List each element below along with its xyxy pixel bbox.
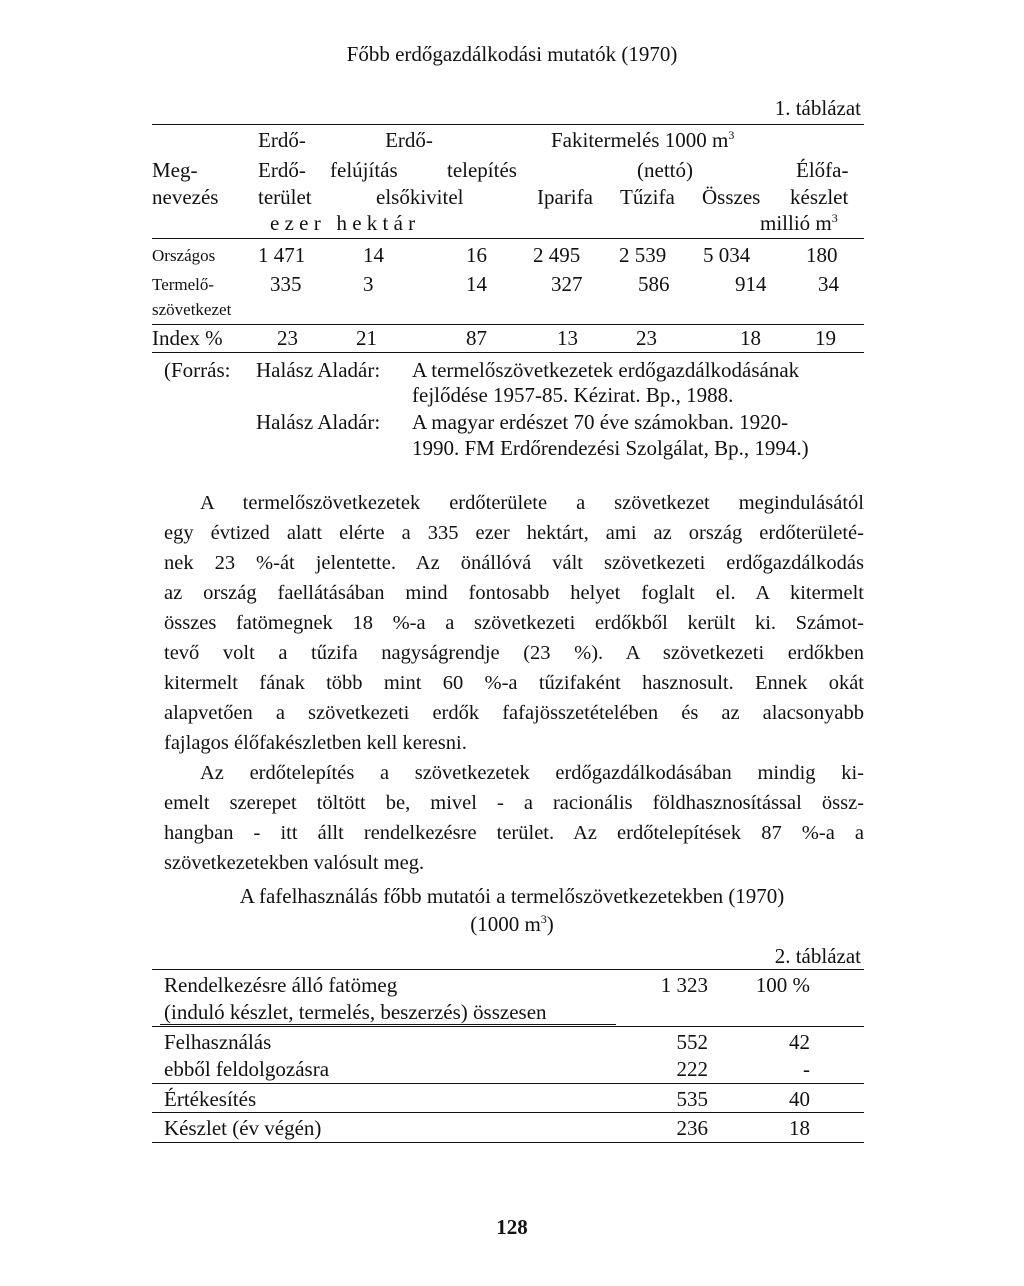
table2-row-value: 1 323: [660, 973, 708, 997]
paragraph-line: összes fatömegnek 18 %-a a szövetkezeti erdőkből került ki. Számot-: [164, 612, 864, 634]
row-name-orszagos: Országos: [152, 246, 216, 265]
table2-row-value: 222: [676, 1057, 708, 1081]
paragraph-2: [164, 758, 864, 878]
cell: 23: [277, 326, 298, 350]
cell: 335: [270, 272, 302, 296]
table2-row-pct: 18: [789, 1116, 810, 1140]
source-prefix: (Forrás:: [164, 358, 231, 382]
cell: 914: [735, 272, 767, 296]
source-text-1a: A termelőszövetkezetek erdőgazdálkodásának: [412, 358, 800, 382]
paragraph-line: hangban - itt állt rendelkezésre terület. Az erdőtelepítések 87 %-a a: [164, 822, 864, 844]
paragraph-line: Az erdőtelepítés a szövetkezetek erdőgazdálkodásában mindig ki-: [200, 762, 864, 784]
row-name-index: Index %: [152, 326, 223, 350]
cell: 1 471: [258, 243, 306, 267]
header-elsokivitel: elsőkivitel: [376, 185, 464, 209]
table1-bottom-rule: [152, 352, 864, 353]
header-iparifa: Iparifa: [537, 185, 593, 209]
header-telepites-2: telepítés: [447, 158, 517, 182]
table2-label: 2. táblázat: [774, 944, 861, 968]
table2-top-rule: [152, 969, 864, 970]
cell: 14: [363, 243, 384, 267]
table2-row-pct: 42: [789, 1030, 810, 1054]
header-netto: (nettó): [637, 158, 693, 182]
header-megnevezes-1: Meg-: [152, 158, 198, 182]
cell: 3: [363, 272, 374, 296]
header-felujitas-1: Erdő-: [258, 128, 306, 152]
header-felujitas-2: felújítás: [330, 158, 398, 182]
paragraph-line: egy évtized alatt elérte a 335 ezer hektárt, ami az ország erdőterületé-: [164, 522, 864, 544]
paragraph-line: A termelőszövetkezetek erdőterülete a szövetkezet megindulásától: [200, 492, 864, 514]
table2-rule: [152, 1112, 864, 1113]
header-terulet-2: terület: [258, 185, 312, 209]
cell: 14: [466, 272, 487, 296]
table2-row-label: ebből feldolgozásra: [164, 1057, 330, 1081]
cell: 2 539: [619, 243, 667, 267]
cell: 21: [356, 326, 377, 350]
title-table2: A fafelhasználás főbb mutatói a termelőszövetkezetekben (1970): [239, 884, 785, 908]
cell: 34: [818, 272, 839, 296]
table2-row-label: (induló készlet, termelés, beszerzés) összesen: [164, 1000, 547, 1024]
source-text-2a: A magyar erdészet 70 éve számokban. 1920-: [412, 410, 789, 434]
row-name-termelo: Termelő-: [152, 275, 215, 294]
table1-label: 1. táblázat: [774, 96, 861, 120]
cell: 18: [740, 326, 761, 350]
table2-row-label: Készlet (év végén): [164, 1116, 322, 1140]
header-megnevezes-2: nevezés: [152, 185, 219, 209]
source-text-2b: 1990. FM Erdőrendezési Szolgálat, Bp., 1994.): [412, 436, 809, 460]
paragraph-line: nek 23 %-át jelentette. Az önállóvá vált szövetkezeti erdőgazdálkodás: [164, 552, 864, 574]
table2-row-value: 236: [676, 1116, 708, 1140]
table2-bottom-rule: [152, 1142, 864, 1143]
paragraph-line: kitermelt fának több mint 60 %-a tűzifaként hasznosult. Ennek okát: [164, 672, 864, 694]
cell: 23: [636, 326, 657, 350]
table2-row-pct: -: [803, 1057, 810, 1081]
title-table2-unit: (1000 $m^3$): [470, 912, 554, 936]
header-elofa-1: Élőfa-: [796, 158, 849, 182]
source-text-1b: fejlődése 1957-85. Kézirat. Bp., 1988.: [412, 383, 734, 407]
paragraph-line: tevő volt a tűzifa nagyságrendje (23 %). A szövetkezeti erdőkben: [164, 642, 864, 664]
cell: 87: [466, 326, 487, 350]
header-telepites-1: Erdő-: [385, 128, 433, 152]
source-author-2: Halász Aladár:: [256, 410, 381, 434]
cell: 16: [466, 243, 487, 267]
table2-row-label: Értékesítés: [164, 1087, 257, 1111]
table2-row-pct: 40: [789, 1087, 810, 1111]
header-osszes: Összes: [702, 185, 761, 209]
table2-row-label: Felhasználás: [164, 1030, 272, 1054]
title-main: Főbb erdőgazdálkodási mutatók (1970): [346, 42, 678, 66]
header-tuzifa: Tűzifa: [620, 185, 675, 209]
header-unit-ezer-hektar: e z e r h e k t á r: [270, 211, 416, 235]
table2-row-value: 535: [676, 1087, 708, 1111]
cell: 13: [557, 326, 578, 350]
table2-row-value: 552: [676, 1030, 708, 1054]
page-number: 128: [496, 1215, 528, 1239]
table1-header-rule: [152, 238, 864, 239]
header-terulet-1: Erdő-: [258, 158, 306, 182]
cell: 2 495: [533, 243, 581, 267]
cell: 5 034: [703, 243, 751, 267]
paragraph-1: [164, 488, 864, 758]
table2-underline: [160, 1024, 616, 1025]
header-elofa-2: készlet: [790, 185, 849, 209]
paragraph-line: alapvetően a szövetkezeti erdők fafajösszetételében és az alacsonyabb: [164, 702, 864, 724]
paragraph-line: az ország faellátásában mind fontosabb helyet foglalt el. A kitermelt: [164, 582, 864, 604]
table2-rule: [152, 1083, 864, 1084]
table2-row-pct: 100 %: [755, 973, 810, 997]
row-name-szovetkezet: szövetkezet: [152, 300, 232, 319]
paragraph-line: fajlagos élőfakészletben kell keresni.: [164, 732, 467, 754]
cell: 180: [806, 243, 838, 267]
table1-index-rule: [152, 324, 864, 325]
table2-row-label: Rendelkezésre álló fatömeg: [164, 973, 398, 997]
source-author-1: Halász Aladár:: [256, 358, 381, 382]
cell: 327: [551, 272, 583, 296]
paragraph-line: szövetkezetekben valósult meg.: [164, 852, 425, 874]
header-fakitermeles: Fakitermelés 1000 $m^3$: [551, 128, 735, 152]
paragraph-line: emelt szerepet töltött be, mivel - a racionális földhasznosítással össz-: [164, 792, 864, 814]
table1-top-rule: [152, 124, 864, 125]
table2-rule: [152, 1026, 864, 1027]
cell: 19: [815, 326, 836, 350]
header-unit-millio: millió $m^3$: [760, 211, 838, 235]
cell: 586: [638, 272, 670, 296]
